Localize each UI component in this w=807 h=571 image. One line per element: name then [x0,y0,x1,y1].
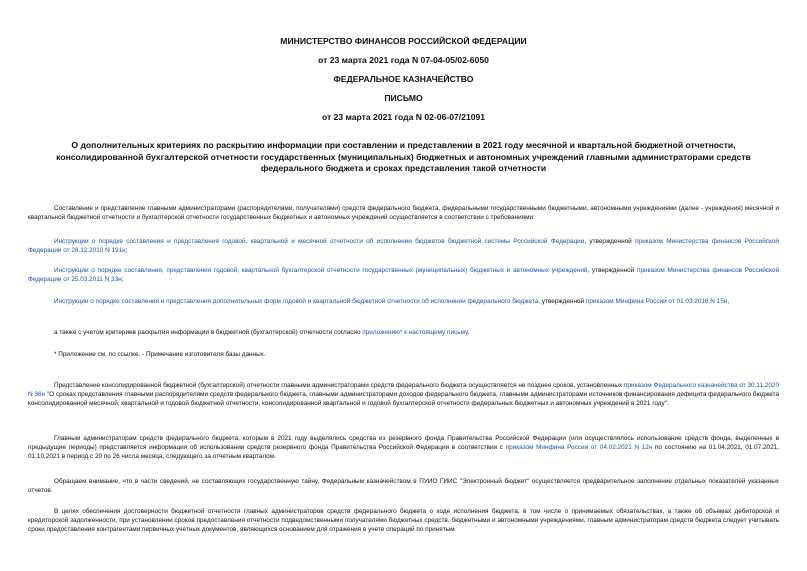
document-type: ПИСЬМО [384,93,423,103]
prefill-notice-paragraph: Обращаем внимание, что в части сведений, не составляющих государственную тайну, Федеральным казначейством в ПУИО ГИИС "Электронный бюджет" осуществляется предварительное заполнение отдельных показателей указанных отчетов. [28,478,779,495]
reserve-fund-paragraph: Главным администраторам средств федерального бюджета, которым в 2021 году выделялись средства из резервного фонда Правительства Российской Федерации (или осуществлялось использование средств фонда, выделенных в предыдущие периоды) представляется информация об использовании средств резервного фонда Правительства Российской Федерации в соответствии с приказом Минфина России от 04.02.2021 N 12н по состоянию на 01.04.2021, 01.07.2021, 01.10.2021 в период с 20 по 26 числа месяца, следующего за отчетным кварталом. [28,435,779,461]
reliability-paragraph: В целях обеспечения достоверности бюджетной отчетности главных администраторов средств федерального бюджета о ходе исполнения бюджета, в том числе о принимаемых обязательствах, а также об объемах дебиторской и кредиторской задолженности, при установлении сроков предоставления отчетности подведомственными получателями бюджетных средств, бюджетными и автономными учреждениями, главным администраторам средств бюджета следует учитывать сроки предоставления контрагентами первичных учетных документов, являющихся основанием для отражения в учете операций по принятым [28,508,779,534]
instruction-33n-link[interactable]: Инструкции о порядке составления, представления годовой, квартальной бухгалтерской отчетности государственных (муниципальных) бюджетных и автономных учреждений [54,267,588,274]
instruction-15n-link[interactable]: Инструкции о порядке составления и представления дополнительных форм годовой и квартальной бюджетной отчетности об исполнении федерального бюджета [54,298,539,305]
intro-paragraph: Составление и представление главными администраторами (распорядителями, получателями) средств федерального бюджета, федеральными государственными бюджетными, автономными учреждениями (далее - учреждения) месячной и квартальной бюджетной отчетности и бухгалтерской отчетности государственных бюджетных и автономных учреждений осуществляется в соответствии с требованиями: [28,205,779,222]
order-36n-link[interactable]: приказом Федерального казначейства от 30.11.2020 N 36н [28,382,780,399]
ministry-letter-date: от 23 марта 2021 года N 07-04-05/02-6050 [318,55,489,65]
appendix-link[interactable]: приложению* к настоящему письму [362,329,468,336]
document-title: О дополнительных критериях по раскрытию информации при составлении и представлении в 2021 году месячной и квартальной бюджетной отчетности, консолидированной бухгалтерской отчетности государственных (муниципальных) бюджетных и автономных учреждений главными администраторами средств федерального бюджета и сроках представления такой отчетности [56,140,751,173]
order-191n-link[interactable]: приказом Министерства финансов Российской Федерации от 28.12.2010 N 191н [28,238,779,255]
requirement-item-4: а также с учетом критериев раскрытия информации в бюджетной (бухгалтерской) отчетности согласно приложению* к настоящему письму. [54,329,470,336]
order-33n-link[interactable]: приказом Министерства финансов Российской Федерации от 25.03.2011 N 33н [28,267,780,284]
deadline-paragraph: Представление консолидированной бюджетной (бухгалтерской) отчетности главными администраторами средств федерального бюджета осуществляется не позднее сроков, установленных приказом Федерального казначейства от 30.11.2020 N 36н "О сроках представления главными распорядителями средств федерального бюджета, главными администраторами доходов федерального бюджета, главными администраторами источников финансирования дефицита федерального бюджета консолидированной месячной, квартальной и годовой бюджетной отчетности, консолидированной квартальной и годовой бухгалтерской отчетности федеральных бюджетных и автономных учреждений в 2021 году". [28,382,780,408]
footnote: * Приложение см. по ссылке. - Примечание изготовителя базы данных. [54,351,266,358]
requirement-item-1: Инструкции о порядке составления и представления годовой, квартальной и месячной отчетности об исполнении бюджетов бюджетной системы Российской Федерации, утвержденной приказом Министерства финансов Российской Федерации от 28.12.2010 N 191н; [28,238,779,255]
requirement-item-2: Инструкции о порядке составления, представления годовой, квартальной бухгалтерской отчетности государственных (муниципальных) бюджетных и автономных учреждений, утвержденной приказом Министерства финансов Российской Федерации от 25.03.2011 N 33н; [28,267,780,284]
treasury-letter-date: от 23 марта 2021 года N 02-06-07/21091 [321,112,486,122]
instruction-191n-link[interactable]: Инструкции о порядке составления и представления годовой, квартальной и месячной отчетности об исполнении бюджетов бюджетной системы Российской Федерации [54,238,585,245]
ministry-name: МИНИСТЕРСТВО ФИНАНСОВ РОССИЙСКОЙ ФЕДЕРАЦИИ [280,36,527,46]
requirement-item-3: Инструкции о порядке составления и представления дополнительных форм годовой и квартальной бюджетной отчетности об исполнении федерального бюджета, утвержденной приказом Минфина России от 01.03.2016 N 15н, [54,298,730,305]
treasury-name: ФЕДЕРАЛЬНОЕ КАЗНАЧЕЙСТВО [333,74,474,84]
order-15n-link[interactable]: приказом Минфина России от 01.03.2016 N 15н [585,298,728,305]
order-12n-link[interactable]: приказом Минфина России от 04.02.2021 N 12н [505,444,653,452]
